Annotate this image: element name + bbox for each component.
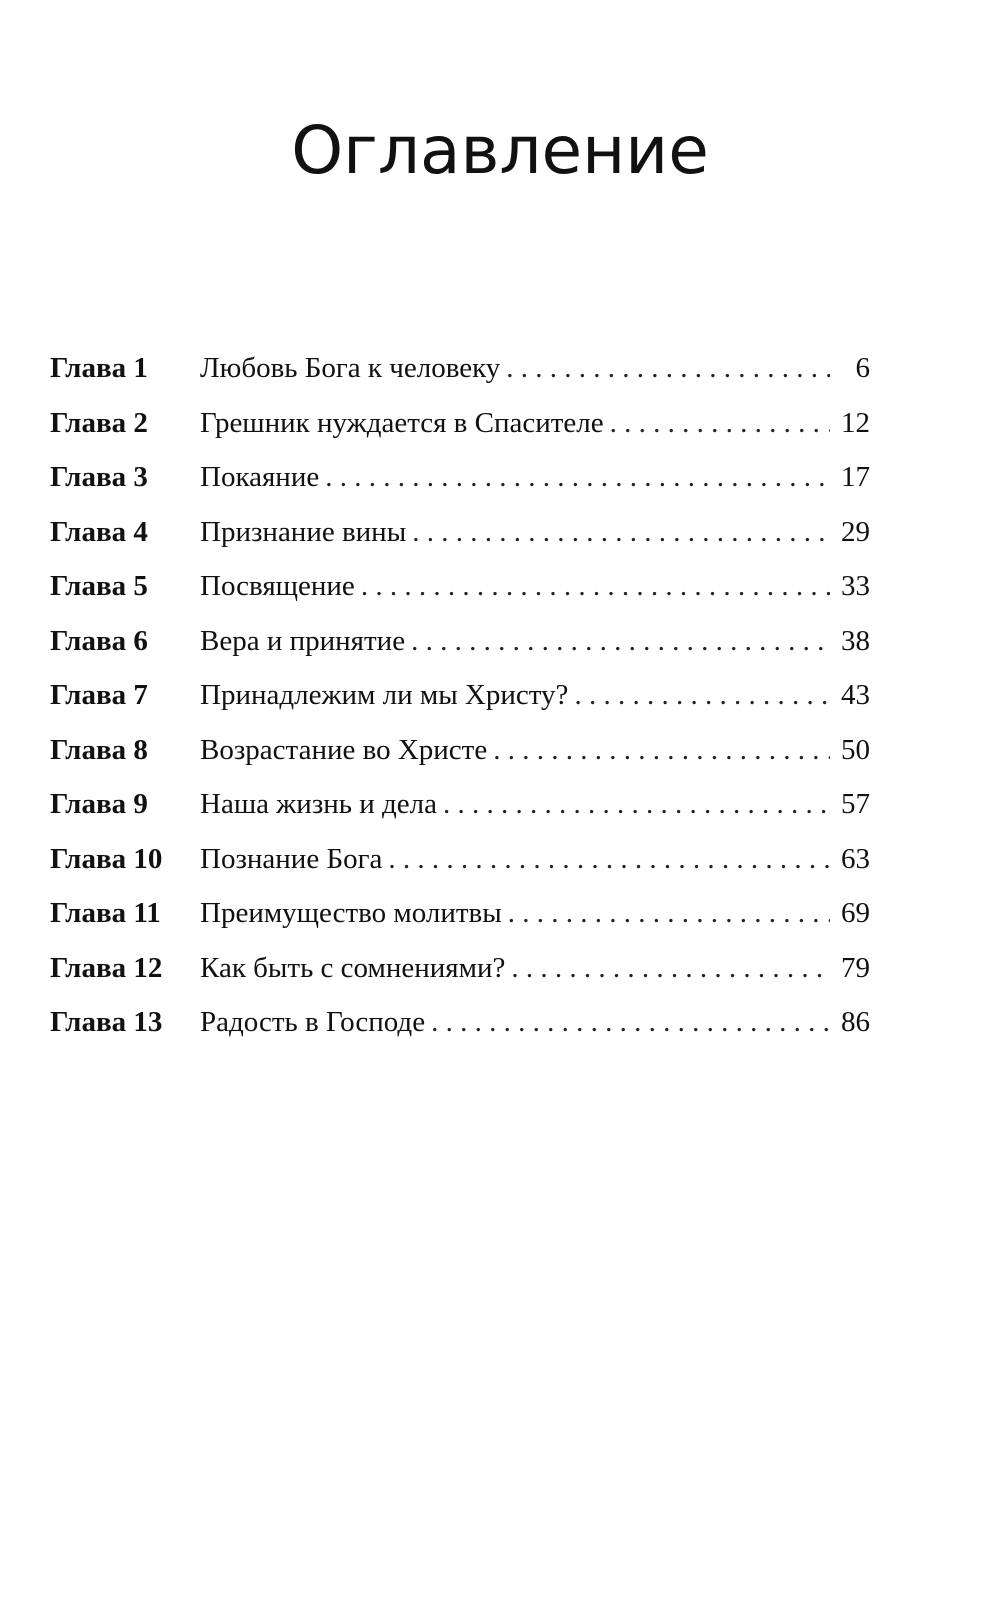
page-number: 43 — [841, 679, 870, 711]
toc-entry — [50, 407, 870, 462]
dot-leader — [610, 407, 830, 440]
chapter-title: Радость в Господе — [200, 1006, 426, 1038]
chapter-number: Глава 7 — [50, 679, 148, 711]
toc-entry — [50, 897, 870, 952]
toc-entry — [50, 788, 870, 843]
dot-leader — [506, 352, 830, 385]
chapter-number: Глава 13 — [50, 1006, 163, 1038]
table-of-contents — [50, 352, 870, 1061]
chapter-number: Глава 12 — [50, 951, 163, 984]
chapter-number: Глава 11 — [50, 897, 161, 929]
chapter-number: Глава 1 — [50, 352, 148, 384]
dot-leader — [493, 734, 830, 767]
chapter-title: Любовь Бога к человеку — [200, 352, 501, 384]
page-number: 69 — [841, 897, 870, 929]
page-number: 29 — [841, 515, 870, 548]
chapter-number: Глава 2 — [50, 406, 148, 439]
page-number: 79 — [841, 951, 870, 984]
chapter-title: Вера и принятие — [200, 624, 406, 657]
dot-leader — [511, 952, 830, 985]
page-number: 50 — [841, 733, 870, 766]
page-number: 6 — [855, 352, 870, 384]
toc-entry — [50, 570, 870, 625]
dot-leader — [411, 625, 830, 658]
toc-entry — [50, 734, 870, 789]
chapter-title: Принадлежим ли мы Христу? — [200, 679, 569, 711]
chapter-number: Глава 4 — [50, 515, 148, 548]
dot-leader — [412, 516, 830, 549]
dot-leader — [508, 897, 830, 930]
chapter-title: Как быть с сомнениями? — [200, 951, 506, 984]
page-number: 33 — [841, 570, 870, 602]
toc-entry — [50, 679, 870, 734]
dot-leader — [361, 570, 830, 603]
toc-entry — [50, 516, 870, 571]
chapter-number: Глава 8 — [50, 733, 148, 766]
chapter-title: Познание Бога — [200, 842, 383, 875]
toc-entry — [50, 952, 870, 1007]
dot-leader — [443, 788, 830, 821]
page-title: Оглавление — [291, 112, 709, 189]
toc-entry — [50, 461, 870, 516]
page-number: 86 — [841, 1006, 870, 1038]
chapter-title: Наша жизнь и дела — [200, 788, 438, 820]
chapter-title: Покаяние — [200, 461, 320, 493]
chapter-title: Грешник нуждается в Спасителе — [200, 406, 604, 439]
page-number: 63 — [841, 842, 870, 875]
dot-leader — [325, 461, 830, 494]
dot-leader — [574, 679, 830, 712]
page-number: 12 — [841, 406, 870, 439]
chapter-title: Возрастание во Христе — [200, 733, 488, 766]
chapter-number: Глава 3 — [50, 461, 148, 493]
chapter-title: Преимущество молитвы — [200, 897, 502, 929]
chapter-title: Признание вины — [200, 515, 407, 548]
toc-entry — [50, 1006, 870, 1061]
dot-leader — [388, 843, 830, 876]
page-number: 57 — [841, 788, 870, 820]
toc-entry — [50, 352, 870, 407]
toc-entry — [50, 843, 870, 898]
page-number: 17 — [841, 461, 870, 493]
chapter-title: Посвящение — [200, 570, 355, 602]
page-number: 38 — [841, 624, 870, 657]
toc-entry — [50, 625, 870, 680]
dot-leader — [431, 1006, 830, 1039]
chapter-number: Глава 10 — [50, 842, 163, 875]
chapter-number: Глава 9 — [50, 788, 148, 820]
chapter-number: Глава 5 — [50, 570, 148, 602]
chapter-number: Глава 6 — [50, 624, 148, 657]
